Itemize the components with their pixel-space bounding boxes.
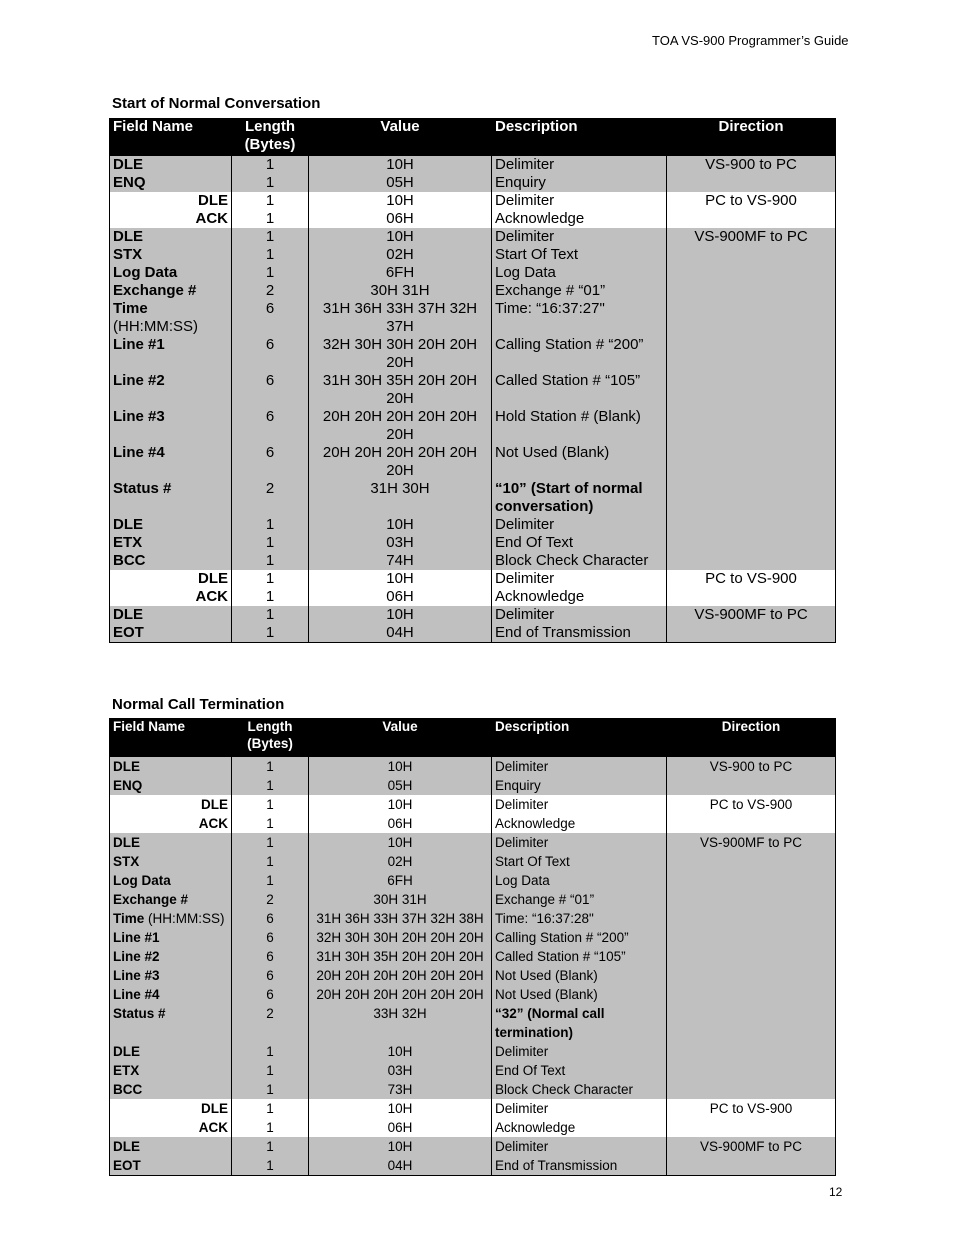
description-cell: Delimiter <box>492 570 667 588</box>
direction-cell: VS-900 to PC <box>667 757 836 795</box>
field-name-cell <box>110 480 232 516</box>
value-cell: 10H <box>309 228 492 246</box>
description-cell: Enquiry <box>492 776 667 795</box>
length-cell: 1 <box>232 156 309 174</box>
length-cell: 1 <box>232 570 309 588</box>
table-row <box>110 192 836 210</box>
field-name: Exchange # <box>113 892 189 907</box>
value-cell: 10H <box>309 156 492 174</box>
field-name-cell <box>110 1137 232 1156</box>
field-name: ETX <box>113 1063 140 1078</box>
value-cell: 31H 30H <box>309 480 492 516</box>
field-name-cell <box>110 852 232 871</box>
field-name-cell <box>110 300 232 336</box>
description-cell: “10” (Start of normal conversation) <box>492 480 667 516</box>
field-name: Exchange # <box>113 282 197 299</box>
direction-cell: PC to VS-900 <box>667 192 836 228</box>
field-name-cell <box>110 282 232 300</box>
section-title: Start of Normal Conversation <box>112 95 321 112</box>
description-cell: Not Used (Blank) <box>492 985 667 1004</box>
description-cell: Delimiter <box>492 1042 667 1061</box>
value-cell: 04H <box>309 624 492 643</box>
description-cell: Exchange # “01” <box>492 890 667 909</box>
length-cell: 6 <box>232 909 309 928</box>
value-cell: 10H <box>309 1137 492 1156</box>
field-name: Line #4 <box>113 987 160 1002</box>
field-name-cell <box>110 928 232 947</box>
field-name: Line #3 <box>113 968 160 983</box>
description-cell: Log Data <box>492 264 667 282</box>
field-name-cell <box>110 1080 232 1099</box>
description-cell: Calling Station # “200” <box>492 928 667 947</box>
length-cell: 6 <box>232 444 309 480</box>
field-name-cell <box>110 192 232 210</box>
length-cell: 1 <box>232 871 309 890</box>
value-cell: 6FH <box>309 871 492 890</box>
field-name: Line #1 <box>113 930 160 945</box>
field-name-cell <box>110 246 232 264</box>
table-row <box>110 228 836 246</box>
field-name-cell <box>110 156 232 174</box>
length-cell: 1 <box>232 588 309 606</box>
length-cell: 1 <box>232 228 309 246</box>
table-row <box>110 606 836 624</box>
description-cell: Acknowledge <box>492 814 667 833</box>
field-name: Line #4 <box>113 444 165 461</box>
value-cell: 10H <box>309 1099 492 1118</box>
field-name: DLE <box>113 228 143 245</box>
value-cell: 10H <box>309 606 492 624</box>
length-cell: 1 <box>232 264 309 282</box>
value-cell: 20H 20H 20H 20H 20H 20H <box>309 444 492 480</box>
field-name: DLE <box>113 1044 140 1059</box>
description-cell: Acknowledge <box>492 588 667 606</box>
header-field-name: Field Name <box>110 118 232 156</box>
field-name: STX <box>113 246 143 263</box>
direction-cell: VS-900MF to PC <box>667 228 836 570</box>
description-cell: Exchange # “01” <box>492 282 667 300</box>
value-cell: 10H <box>309 570 492 588</box>
field-name-cell <box>110 833 232 852</box>
field-name: DLE <box>113 1139 140 1154</box>
description-cell: Not Used (Blank) <box>492 966 667 985</box>
field-name-cell <box>110 552 232 570</box>
length-cell: 2 <box>232 480 309 516</box>
length-cell: 1 <box>232 776 309 795</box>
field-name-cell <box>110 408 232 444</box>
length-cell: 2 <box>232 1004 309 1042</box>
length-cell: 1 <box>232 1061 309 1080</box>
value-cell: 05H <box>309 174 492 192</box>
description-cell: Hold Station # (Blank) <box>492 408 667 444</box>
length-cell: 1 <box>232 516 309 534</box>
value-cell: 6FH <box>309 264 492 282</box>
field-name-cell <box>110 1004 232 1042</box>
length-cell: 2 <box>232 890 309 909</box>
description-cell: Start Of Text <box>492 852 667 871</box>
field-name: Line #1 <box>113 336 165 353</box>
field-note: (HH:MM:SS) <box>148 911 225 926</box>
value-cell: 10H <box>309 192 492 210</box>
header-value: Value <box>309 718 492 757</box>
field-name: DLE <box>113 156 143 173</box>
table-row <box>110 795 836 814</box>
length-cell: 1 <box>232 210 309 228</box>
description-cell: “32” (Normal call termination) <box>492 1004 667 1042</box>
table-row <box>110 156 836 174</box>
length-cell: 1 <box>232 1137 309 1156</box>
field-name-cell <box>110 871 232 890</box>
description-cell: Log Data <box>492 871 667 890</box>
field-name-cell <box>110 1156 232 1176</box>
value-cell: 30H 31H <box>309 282 492 300</box>
field-name: Time <box>113 300 148 317</box>
length-cell: 1 <box>232 624 309 643</box>
field-name-cell <box>110 814 232 833</box>
description-cell: Calling Station # “200” <box>492 336 667 372</box>
description-cell: Delimiter <box>492 1099 667 1118</box>
description-cell: Delimiter <box>492 192 667 210</box>
value-cell: 20H 20H 20H 20H 20H 20H <box>309 408 492 444</box>
field-name-cell <box>110 264 232 282</box>
field-name: DLE <box>198 192 228 209</box>
value-cell: 73H <box>309 1080 492 1099</box>
field-name: ACK <box>198 816 228 831</box>
length-cell: 1 <box>232 552 309 570</box>
direction-cell: VS-900 to PC <box>667 156 836 192</box>
value-cell: 05H <box>309 776 492 795</box>
header-length: Length (Bytes) <box>232 118 309 156</box>
value-cell: 20H 20H 20H 20H 20H 20H <box>309 966 492 985</box>
field-name-cell <box>110 372 232 408</box>
value-cell: 32H 30H 30H 20H 20H 20H <box>309 336 492 372</box>
field-name-cell <box>110 757 232 776</box>
header-direction: Direction <box>667 118 836 156</box>
description-cell: End of Transmission <box>492 1156 667 1176</box>
direction-cell: PC to VS-900 <box>667 1099 836 1137</box>
field-name: DLE <box>201 1101 228 1116</box>
description-cell: End Of Text <box>492 534 667 552</box>
table-row <box>110 1137 836 1156</box>
field-name-cell <box>110 570 232 588</box>
value-cell: 10H <box>309 516 492 534</box>
description-cell: Start Of Text <box>492 246 667 264</box>
field-name: DLE <box>201 797 228 812</box>
value-cell: 04H <box>309 1156 492 1176</box>
header-field-name: Field Name <box>110 718 232 757</box>
description-cell: End of Transmission <box>492 624 667 643</box>
field-name-cell <box>110 985 232 1004</box>
length-cell: 6 <box>232 985 309 1004</box>
field-name-cell <box>110 947 232 966</box>
length-cell: 6 <box>232 300 309 336</box>
header-description: Description <box>492 718 667 757</box>
length-cell: 1 <box>232 534 309 552</box>
value-cell: 31H 36H 33H 37H 32H 38H <box>309 909 492 928</box>
value-cell: 06H <box>309 1118 492 1137</box>
length-cell: 1 <box>232 1156 309 1176</box>
length-cell: 6 <box>232 336 309 372</box>
field-name: Log Data <box>113 264 178 281</box>
field-name-cell <box>110 606 232 624</box>
value-cell: 10H <box>309 757 492 776</box>
description-cell: Acknowledge <box>492 210 667 228</box>
direction-cell: PC to VS-900 <box>667 570 836 606</box>
length-cell: 1 <box>232 246 309 264</box>
description-cell: Block Check Character <box>492 552 667 570</box>
description-cell: Not Used (Blank) <box>492 444 667 480</box>
description-cell: Delimiter <box>492 156 667 174</box>
length-cell: 6 <box>232 966 309 985</box>
field-name: Line #2 <box>113 372 165 389</box>
description-cell: Block Check Character <box>492 1080 667 1099</box>
direction-cell: VS-900MF to PC <box>667 1137 836 1176</box>
field-name-cell <box>110 1099 232 1118</box>
field-name: BCC <box>113 552 146 569</box>
field-name-cell <box>110 1118 232 1137</box>
field-name: DLE <box>113 835 140 850</box>
field-name: EOT <box>113 1158 141 1173</box>
value-cell: 31H 30H 35H 20H 20H 20H <box>309 372 492 408</box>
field-name: DLE <box>113 606 143 623</box>
field-name: Line #2 <box>113 949 160 964</box>
length-cell: 6 <box>232 372 309 408</box>
field-name-cell <box>110 890 232 909</box>
field-name-cell <box>110 516 232 534</box>
length-cell: 1 <box>232 1042 309 1061</box>
table-row <box>110 570 836 588</box>
length-cell: 1 <box>232 795 309 814</box>
field-name: DLE <box>198 570 228 587</box>
description-cell: Time: “16:37:27" <box>492 300 667 336</box>
value-cell: 06H <box>309 814 492 833</box>
field-name-cell <box>110 228 232 246</box>
field-name: STX <box>113 854 140 869</box>
field-name: ENQ <box>113 174 146 191</box>
field-name: BCC <box>113 1082 143 1097</box>
value-cell: 31H 36H 33H 37H 32H 37H <box>309 300 492 336</box>
value-cell: 33H 32H <box>309 1004 492 1042</box>
field-name-cell <box>110 210 232 228</box>
field-name-cell <box>110 336 232 372</box>
description-cell: Delimiter <box>492 795 667 814</box>
length-cell: 1 <box>232 1099 309 1118</box>
field-name: DLE <box>113 516 143 533</box>
field-name-cell <box>110 1042 232 1061</box>
value-cell: 03H <box>309 1061 492 1080</box>
value-cell: 10H <box>309 833 492 852</box>
field-name: EOT <box>113 624 144 641</box>
value-cell: 06H <box>309 588 492 606</box>
length-cell: 6 <box>232 408 309 444</box>
length-cell: 1 <box>232 192 309 210</box>
field-name: ETX <box>113 534 143 551</box>
description-cell: Acknowledge <box>492 1118 667 1137</box>
direction-cell: VS-900MF to PC <box>667 833 836 1099</box>
description-cell: Delimiter <box>492 833 667 852</box>
header-value: Value <box>309 118 492 156</box>
table-header-row <box>110 718 836 757</box>
length-cell: 1 <box>232 1080 309 1099</box>
page-header: TOA VS-900 Programmer’s Guide <box>652 33 849 48</box>
page-number: 12 <box>829 1185 843 1199</box>
value-cell: 31H 30H 35H 20H 20H 20H <box>309 947 492 966</box>
description-cell: Delimiter <box>492 606 667 624</box>
field-name: ACK <box>195 210 228 227</box>
table-header-row <box>110 118 836 156</box>
section-title: Normal Call Termination <box>112 696 285 713</box>
field-name-cell <box>110 966 232 985</box>
length-cell: 1 <box>232 852 309 871</box>
protocol-table <box>109 118 836 643</box>
header-description: Description <box>492 118 667 156</box>
field-name: ACK <box>198 1120 228 1135</box>
field-name-cell <box>110 444 232 480</box>
description-cell: Time: “16:37:28" <box>492 909 667 928</box>
field-name-cell <box>110 1061 232 1080</box>
description-cell: Enquiry <box>492 174 667 192</box>
value-cell: 03H <box>309 534 492 552</box>
direction-cell: VS-900MF to PC <box>667 606 836 643</box>
value-cell: 30H 31H <box>309 890 492 909</box>
length-cell: 1 <box>232 833 309 852</box>
table-row <box>110 757 836 776</box>
table-row <box>110 1099 836 1118</box>
field-name: Log Data <box>113 873 171 888</box>
field-note: (HH:MM:SS) <box>113 318 198 335</box>
field-name: ENQ <box>113 778 143 793</box>
description-cell: Called Station # “105” <box>492 372 667 408</box>
description-cell: Delimiter <box>492 228 667 246</box>
field-name: DLE <box>113 759 140 774</box>
table-row <box>110 833 836 852</box>
description-cell: Delimiter <box>492 1137 667 1156</box>
length-cell: 1 <box>232 174 309 192</box>
value-cell: 10H <box>309 795 492 814</box>
length-cell: 1 <box>232 757 309 776</box>
field-name-cell <box>110 624 232 643</box>
description-cell: End Of Text <box>492 1061 667 1080</box>
length-cell: 1 <box>232 606 309 624</box>
protocol-table <box>109 718 836 1176</box>
header-length: Length (Bytes) <box>232 718 309 757</box>
length-cell: 6 <box>232 928 309 947</box>
field-name: Status # <box>113 1006 166 1021</box>
length-cell: 1 <box>232 814 309 833</box>
description-cell: Delimiter <box>492 757 667 776</box>
description-cell: Called Station # “105” <box>492 947 667 966</box>
value-cell: 20H 20H 20H 20H 20H 20H <box>309 985 492 1004</box>
header-direction: Direction <box>667 718 836 757</box>
field-name-cell <box>110 534 232 552</box>
direction-cell: PC to VS-900 <box>667 795 836 833</box>
field-name: Status # <box>113 480 172 497</box>
value-cell: 06H <box>309 210 492 228</box>
value-cell: 02H <box>309 246 492 264</box>
field-name-cell <box>110 588 232 606</box>
length-cell: 2 <box>232 282 309 300</box>
length-cell: 6 <box>232 947 309 966</box>
value-cell: 32H 30H 30H 20H 20H 20H <box>309 928 492 947</box>
field-name: ACK <box>195 588 228 605</box>
field-name: Time <box>113 911 145 926</box>
field-name-cell <box>110 776 232 795</box>
value-cell: 02H <box>309 852 492 871</box>
length-cell: 1 <box>232 1118 309 1137</box>
value-cell: 74H <box>309 552 492 570</box>
value-cell: 10H <box>309 1042 492 1061</box>
description-cell: Delimiter <box>492 516 667 534</box>
field-name: Line #3 <box>113 408 165 425</box>
field-name-cell <box>110 174 232 192</box>
field-name-cell <box>110 795 232 814</box>
field-name-cell <box>110 909 232 928</box>
